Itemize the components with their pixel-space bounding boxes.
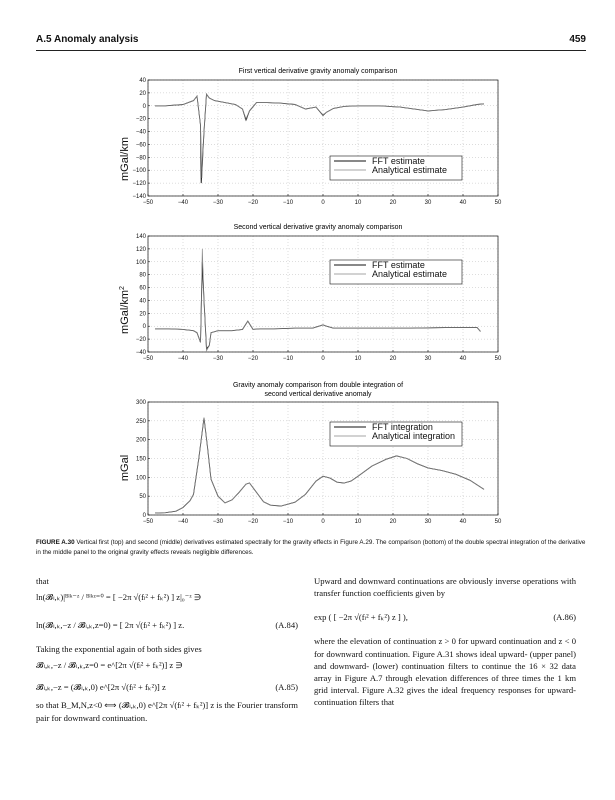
grid xyxy=(148,402,498,515)
x-tick-label: 20 xyxy=(389,200,397,206)
figure-label: FIGURE A.30 xyxy=(36,539,75,546)
y-tick-label: −80 xyxy=(135,155,146,162)
y-tick-label: −60 xyxy=(135,142,146,149)
y-tick-label: −100 xyxy=(132,168,146,175)
x-tick-label: −20 xyxy=(247,200,259,206)
equation-a85 xyxy=(36,677,298,699)
y-tick-label: 80 xyxy=(139,272,146,279)
section-title: A.5 Anomaly analysis xyxy=(36,34,139,45)
y-tick-label: 40 xyxy=(139,78,146,84)
x-tick-label: −50 xyxy=(142,356,154,362)
caption-text: Vertical first (top) and second (middle) derivatives estimated spectrally for the gravity effects in Figure A.29. The comparison (bottom) of the double spectral integration of the derivative in the middle panel to the original gravity effects reveals negligible differences. xyxy=(36,539,586,556)
chart-title: First vertical derivative gravity anomaly comparison xyxy=(238,68,398,75)
equation-body: 𝓑ₗ,ₖ,−z = (𝓑ₗ,ₖ,0) e^[2π √(fₗ² + fₖ²)] z xyxy=(36,682,166,693)
y-tick-label: 120 xyxy=(135,246,146,253)
y-tick-label: 300 xyxy=(135,400,146,406)
x-tick-label: 10 xyxy=(354,356,362,362)
equation-body: ln(𝓑ₗ,ₖ,−z / 𝓑ₗ,ₖ,z=0) = [ 2π √(fₗ² + fₖ²) ] z. xyxy=(36,620,185,631)
x-tick-label: 50 xyxy=(494,200,502,206)
paragraph: Upward and downward continuations are obviously inverse operations with transfer function coefficients given by xyxy=(314,576,576,599)
y-label-main: mGal/km xyxy=(119,289,131,334)
legend-label: FFT estimate xyxy=(372,156,425,166)
y-tick-label: 100 xyxy=(135,259,146,266)
y-tick-label: −40 xyxy=(135,129,146,136)
x-tick-label: 10 xyxy=(354,200,362,206)
x-tick-label: −40 xyxy=(177,356,189,362)
chart-title: Second vertical derivative gravity anomaly comparison xyxy=(233,224,403,231)
x-tick-label: −30 xyxy=(212,356,224,362)
left-column xyxy=(36,575,298,724)
x-tick-label: 40 xyxy=(459,200,467,206)
y-tick-label: −140 xyxy=(132,194,146,200)
y-axis-label xyxy=(119,286,131,334)
x-tick-label: −40 xyxy=(177,519,189,525)
x-tick-label: 0 xyxy=(321,519,325,525)
second-derivative-chart xyxy=(0,220,615,370)
equation-log-ratio xyxy=(36,587,298,615)
first-derivative-chart xyxy=(0,64,615,214)
y-tick-label: 0 xyxy=(142,103,146,110)
equation-number: (A.84) xyxy=(275,620,298,631)
running-header xyxy=(36,32,586,51)
chart-title-line2: second vertical derivative anomaly xyxy=(264,391,372,398)
figure-caption xyxy=(36,538,591,558)
x-tick-label: 40 xyxy=(459,356,467,362)
equation-number: (A.85) xyxy=(275,682,298,693)
y-tick-label: 50 xyxy=(139,494,146,501)
right-column xyxy=(314,575,576,709)
paragraph: where the elevation of continuation z > 0 for upward continuation and z < 0 for downward continuation. Figure A.31 shows ideal upward- (upper panel) and downward- (lower) continuation filters to continue the 16 × 32 data array in Figure A.7 through elevation differences of three times the 1 km grid interval. Figure A.32 gives the ideal frequency responses for upward-continuation filters that xyxy=(314,636,576,708)
equation-a86 xyxy=(314,599,576,635)
legend-label: FFT estimate xyxy=(372,260,425,270)
legend-label: Analytical integration xyxy=(372,431,456,441)
x-tick-label: 20 xyxy=(389,519,397,525)
legend xyxy=(330,422,462,446)
legend-label: Analytical estimate xyxy=(372,165,448,175)
x-tick-label: −50 xyxy=(142,200,154,206)
equation-number: (A.86) xyxy=(553,612,576,623)
legend xyxy=(330,260,462,284)
legend-label: FFT integration xyxy=(372,422,433,432)
chart-title-line1: Gravity anomaly comparison from double integration of xyxy=(232,382,404,389)
y-tick-label: 200 xyxy=(135,437,146,444)
legend xyxy=(330,156,462,180)
x-tick-label: 10 xyxy=(354,519,362,525)
x-tick-label: 30 xyxy=(424,200,432,206)
y-tick-label: −40 xyxy=(135,350,146,356)
x-tick-label: −10 xyxy=(282,356,294,362)
y-tick-label: 60 xyxy=(139,285,146,292)
y-tick-label: 20 xyxy=(139,311,146,318)
x-tick-label: −20 xyxy=(247,519,259,525)
page-number: 459 xyxy=(569,34,586,45)
x-tick-label: 50 xyxy=(494,519,502,525)
y-tick-label: 40 xyxy=(139,298,146,305)
equation-exponential xyxy=(36,655,298,677)
that-text: that xyxy=(36,576,49,586)
x-tick-label: 30 xyxy=(424,519,432,525)
y-tick-label: 150 xyxy=(135,456,146,463)
x-tick-label: −20 xyxy=(247,356,259,362)
equation-body: ln(𝓑ₗ,ₖ)|ᴮˡᵏ⁻ᶻ / ᴮˡᵏᶻ⁼⁰ = [ −2π √(fₗ² + fₖ²) ] z|₀⁻ᶻ ∋ xyxy=(36,592,202,603)
x-tick-label: −50 xyxy=(142,519,154,525)
y-label-superscript: 2 xyxy=(119,286,126,290)
x-tick-label: −30 xyxy=(212,519,224,525)
equation-body: exp ( [ −2π √(fₗ² + fₖ²) z ] ), xyxy=(314,612,408,623)
x-tick-label: −40 xyxy=(177,200,189,206)
y-tick-label: 140 xyxy=(135,234,146,240)
paragraph: Taking the exponential again of both sides gives xyxy=(36,644,202,655)
x-tick-label: 30 xyxy=(424,356,432,362)
y-tick-label: 0 xyxy=(142,513,146,519)
legend-label: Analytical estimate xyxy=(372,269,448,279)
x-tick-label: 0 xyxy=(321,200,325,206)
paragraph: so that B_M,N,z<0 ⟺ (𝓑ₗ,ₖ,0) e^[2π √(fₗ² + fₖ²)] z is the Fourier transform pair for downward continuation. xyxy=(36,700,298,723)
y-tick-label: 100 xyxy=(135,475,146,482)
equation-a84 xyxy=(36,615,298,643)
x-tick-label: 50 xyxy=(494,356,502,362)
x-tick-label: 40 xyxy=(459,519,467,525)
y-tick-label: −120 xyxy=(132,181,146,188)
double-integration-chart xyxy=(0,378,615,538)
x-tick-label: −10 xyxy=(282,200,294,206)
y-axis-label: mGal/km xyxy=(119,137,131,181)
y-tick-label: −20 xyxy=(135,116,146,123)
y-axis-label: mGal xyxy=(119,454,131,482)
y-tick-label: 20 xyxy=(139,90,146,97)
x-tick-label: 0 xyxy=(321,356,325,362)
equation-body: 𝓑ₗ,ₖ,−z / 𝓑ₗ,ₖ,z=0 = e^[2π √(fₗ² + fₖ²)] z ∋ xyxy=(36,660,183,671)
x-tick-label: 20 xyxy=(389,356,397,362)
y-tick-label: −20 xyxy=(135,337,146,344)
y-tick-label: 0 xyxy=(142,324,146,331)
x-tick-label: −10 xyxy=(282,519,294,525)
x-tick-label: −30 xyxy=(212,200,224,206)
y-tick-label: 250 xyxy=(135,418,146,425)
